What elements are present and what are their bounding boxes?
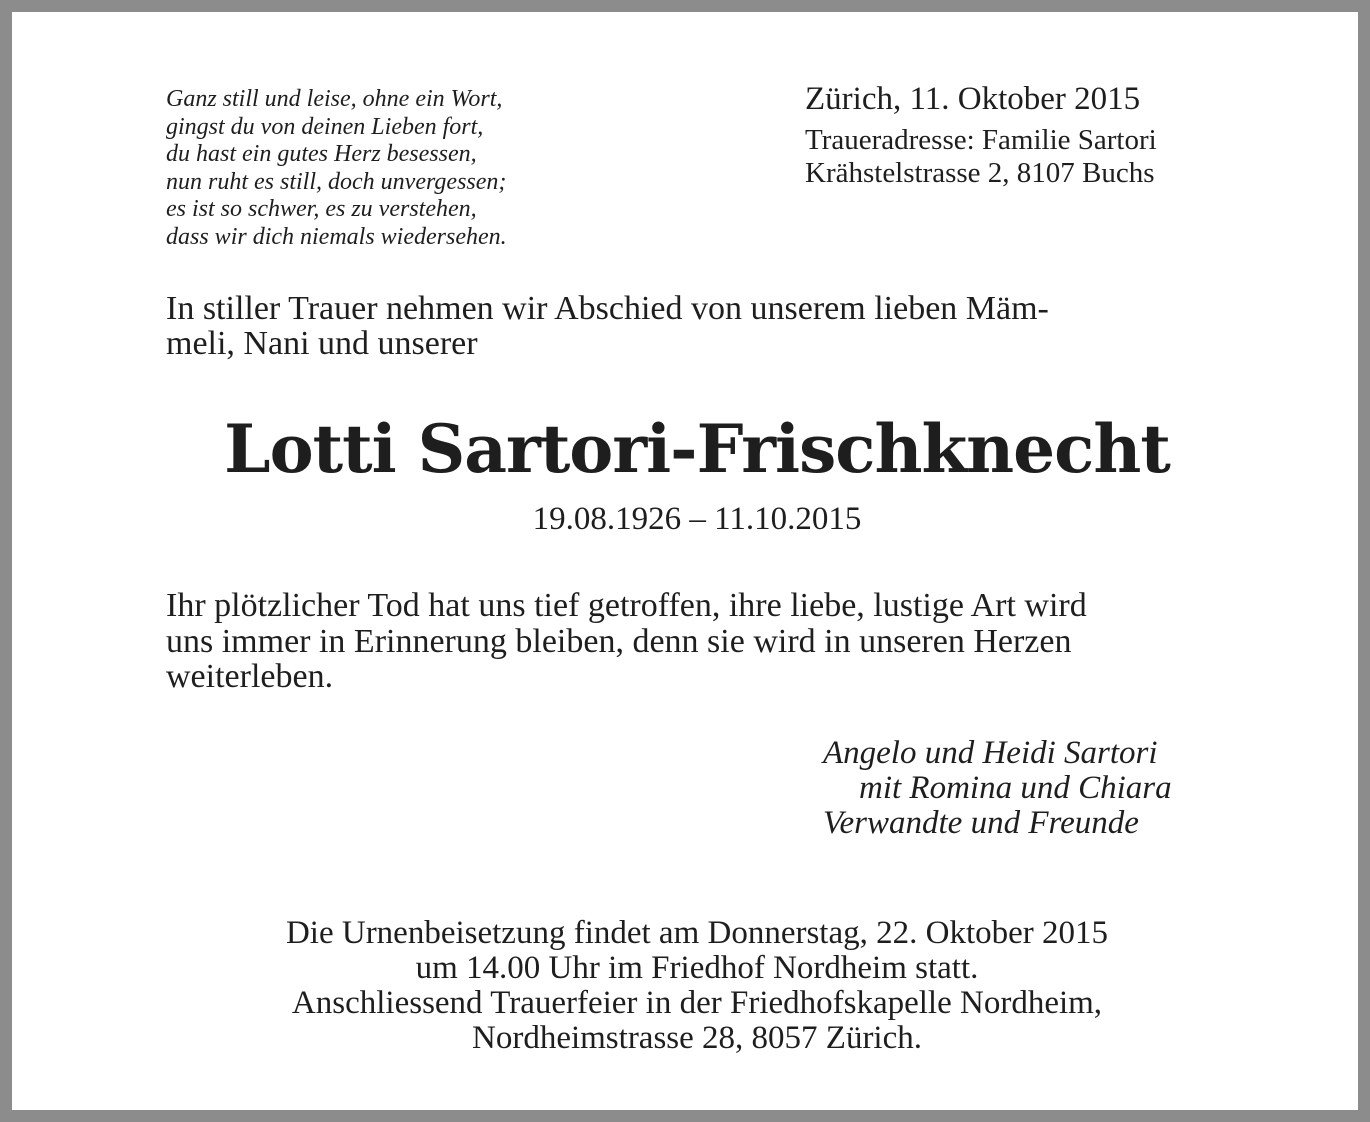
message-line: weiterleben. [166, 658, 334, 695]
address-line: Krähstelstrasse 2, 8107 Buchs [805, 157, 1155, 189]
intro-line: meli, Nani und unserer [166, 325, 478, 362]
message-line: Ihr plötzlicher Tod hat uns tief getroffen, ihre liebe, lustige Art wird [166, 587, 1087, 624]
funeral-line: Anschliessend Trauerfeier in der Friedhofskapelle Nordheim, [291, 985, 1103, 1021]
life-dates: 19.08.1926 – 11.10.2015 [532, 501, 862, 537]
deceased-name: Lotti Sartori-Frischknecht [224, 410, 1170, 488]
poem [166, 86, 507, 251]
funeral-line: um 14.00 Uhr im Friedhof Nordheim statt. [415, 950, 979, 986]
place-date: Zürich, 11. Oktober 2015 [805, 81, 1141, 117]
poem-line: es ist so schwer, es zu verstehen, [166, 196, 477, 222]
mourning-address [805, 124, 1157, 190]
intro-line: In stiller Trauer nehmen wir Abschied von unserem lieben Mäm- [166, 290, 1049, 327]
poem-line: Ganz still und leise, ohne ein Wort, [166, 86, 503, 112]
funeral-details [12, 916, 1370, 1056]
funeral-line: Nordheimstrasse 28, 8057 Zürich. [472, 1020, 922, 1056]
signer-line: Verwandte und Freunde [823, 805, 1139, 841]
signer-line: mit Romina und Chiara [859, 770, 1172, 806]
poem-line: nun ruht es still, doch unvergessen; [166, 168, 507, 195]
condolence-message [166, 588, 1087, 695]
funeral-line: Die Urnenbeisetzung findet am Donnerstag, 22. Oktober 2015 [285, 915, 1109, 951]
poem-line: du hast ein gutes Herz besessen, [166, 141, 477, 167]
signer-line: Angelo und Heidi Sartori [823, 735, 1158, 771]
poem-line: dass wir dich niemals wiedersehen. [166, 223, 507, 250]
signers [823, 736, 1172, 841]
poem-line: gingst du von deinen Lieben fort, [166, 113, 484, 140]
address-line: Traueradresse: Familie Sartori [805, 124, 1157, 156]
intro-text [166, 291, 1049, 361]
message-line: uns immer in Erinnerung bleiben, denn sie wird in unseren Herzen [166, 622, 1072, 660]
